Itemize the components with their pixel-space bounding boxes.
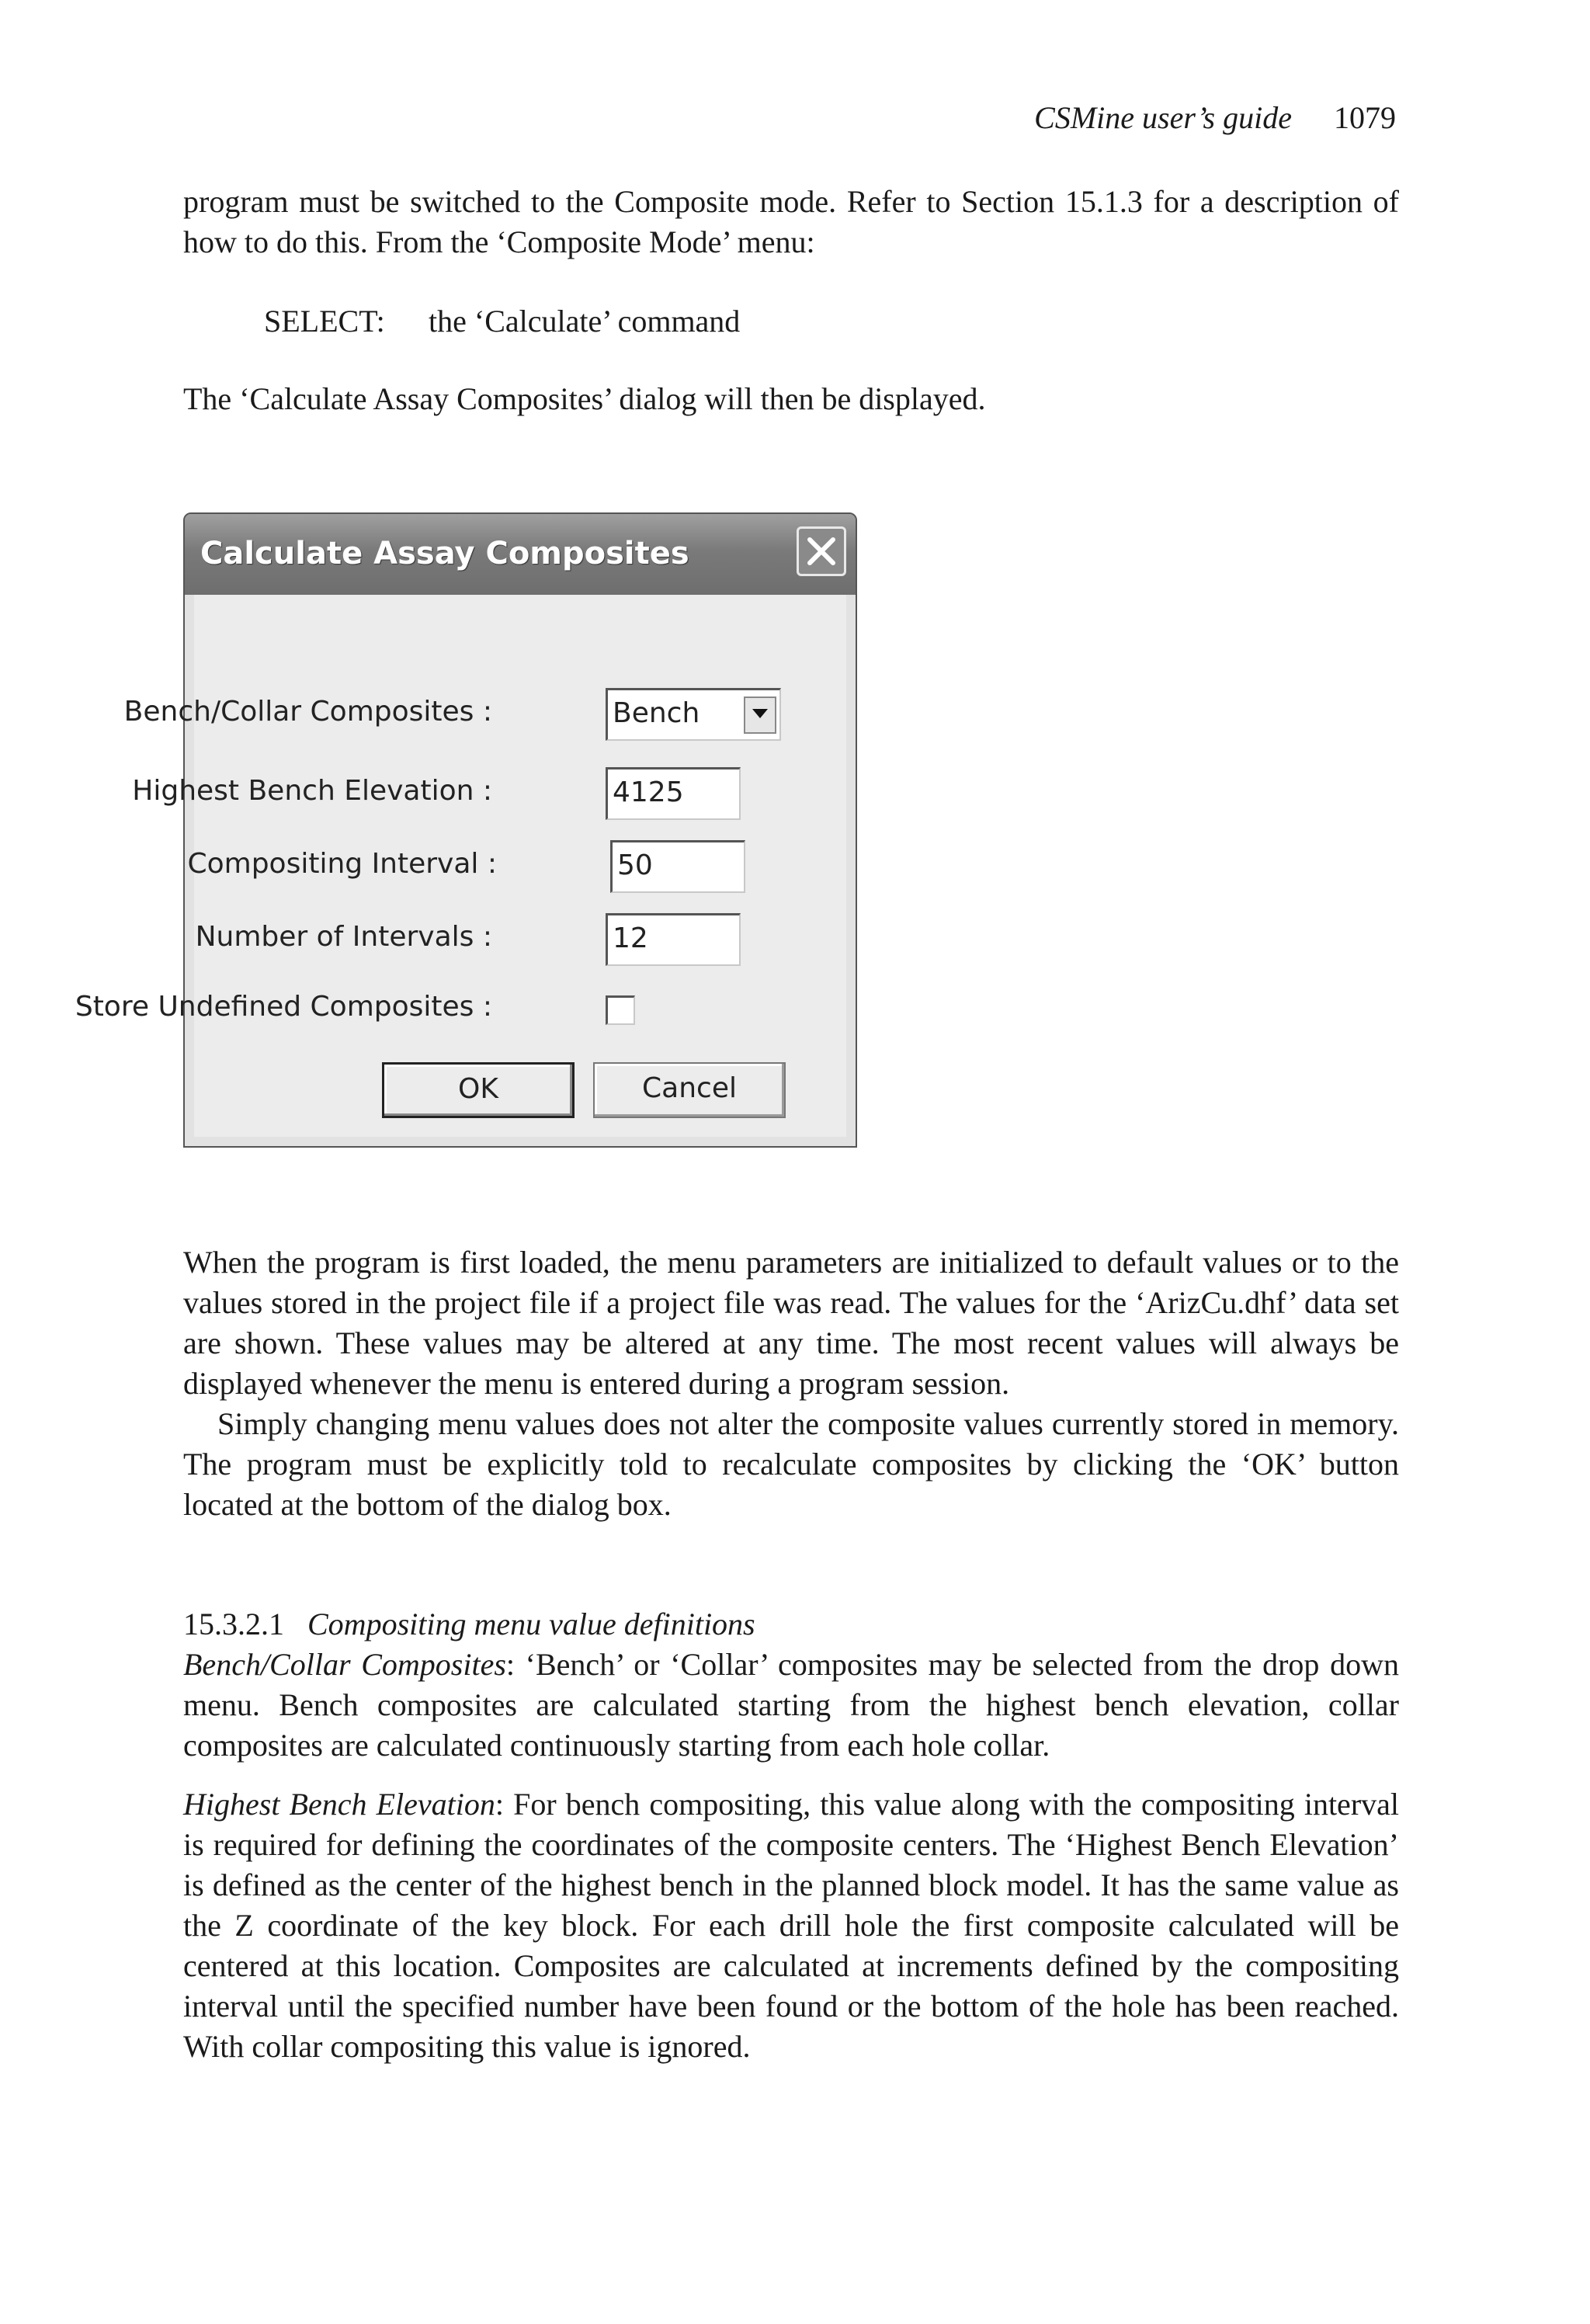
intro-paragraph: program must be switched to the Composite mode. Refer to Section 15.1.3 for a description of how to do this. From the ‘Composite Mode’ menu: xyxy=(183,184,1399,259)
section-title: Compositing menu value definitions xyxy=(307,1607,755,1641)
section-number: 15.3.2.1 xyxy=(183,1607,284,1641)
definition-term: Bench/Collar Composites xyxy=(183,1647,506,1682)
bench-collar-label: Bench/Collar Composites : xyxy=(123,696,492,728)
definition-highest-bench xyxy=(183,1784,1399,2067)
store-undefined-label: Store Undefined Composites : xyxy=(75,991,492,1023)
select-command: the ‘Calculate’ command xyxy=(429,304,741,339)
dropdown-button[interactable] xyxy=(744,697,776,734)
dialog-body xyxy=(75,595,846,1137)
page-header xyxy=(1034,99,1396,137)
calculate-assay-composites-dialog xyxy=(75,512,857,1148)
highest-bench-value: 4125 xyxy=(613,776,684,808)
store-undefined-checkbox[interactable] xyxy=(606,995,635,1025)
select-instruction xyxy=(264,301,740,342)
select-keyword: SELECT: xyxy=(264,304,385,339)
bench-collar-select[interactable] xyxy=(606,688,781,741)
chevron-down-icon xyxy=(752,709,768,720)
close-button[interactable] xyxy=(797,526,846,576)
highest-bench-input[interactable] xyxy=(606,767,741,820)
number-of-intervals-label: Number of Intervals : xyxy=(195,921,492,953)
compositing-interval-value: 50 xyxy=(617,849,653,881)
ok-button[interactable]: OK xyxy=(382,1062,575,1118)
section-heading xyxy=(183,1604,1399,1645)
dialog-titlebar xyxy=(185,514,856,595)
body-paragraph-2: Simply changing menu values does not alter the composite values currently stored in memory. The program must be explicitly told to recalculate composites by clicking the ‘OK’ button located at the bottom of the dialog box. xyxy=(183,1406,1399,1522)
body-text xyxy=(183,1242,1399,1525)
definition-text: : ‘Bench’ or ‘Collar’ composites may be selected from the drop down menu. Bench composites are calculated starting from the highest bench elevation, collar composites are calculated continuously starting from each hole collar. xyxy=(183,1647,1399,1763)
number-of-intervals-input[interactable] xyxy=(606,913,741,966)
intro-text xyxy=(183,182,1399,262)
compositing-interval-input[interactable] xyxy=(610,840,745,893)
definition-text: : For bench compositing, this value along with the compositing interval is required for defining the coordinates of the composite centers. The ‘Highest Bench Elevation’ is defined as the center of the highest bench in the planned block model. It has the same value as the Z coordinate of the key block. For each drill hole the first composite calculated will be centered at this location. Composites are calculated at increments defined by the compositing interval until the specified number have been found or the bottom of the hole has been reached. With collar compositing this value is ignored. xyxy=(183,1787,1399,2064)
compositing-interval-label: Compositing Interval : xyxy=(187,848,497,880)
after-select-text xyxy=(183,379,1399,419)
running-title: CSMine user’s guide xyxy=(1034,100,1292,135)
definitions-section xyxy=(183,1604,1399,2067)
dialog-title: Calculate Assay Composites xyxy=(200,536,689,571)
close-icon xyxy=(805,535,838,568)
definition-term: Highest Bench Elevation xyxy=(183,1787,495,1822)
after-select-paragraph: The ‘Calculate Assay Composites’ dialog will then be displayed. xyxy=(183,381,986,416)
page-number: 1079 xyxy=(1334,100,1396,135)
highest-bench-label: Highest Bench Elevation : xyxy=(132,775,492,807)
body-paragraph-1: When the program is first loaded, the menu parameters are initialized to default values or to the values stored in the project file if a project file was read. The values for the ‘ArizCu.dhf’ data set are shown. These values may be altered at any time. The most recent values will always be displayed whenever the menu is entered during a program session. xyxy=(183,1245,1399,1401)
definition-bench-collar xyxy=(183,1645,1399,1766)
cancel-button[interactable]: Cancel xyxy=(593,1062,786,1118)
number-of-intervals-value: 12 xyxy=(613,922,648,954)
bench-collar-value: Bench xyxy=(613,697,700,729)
